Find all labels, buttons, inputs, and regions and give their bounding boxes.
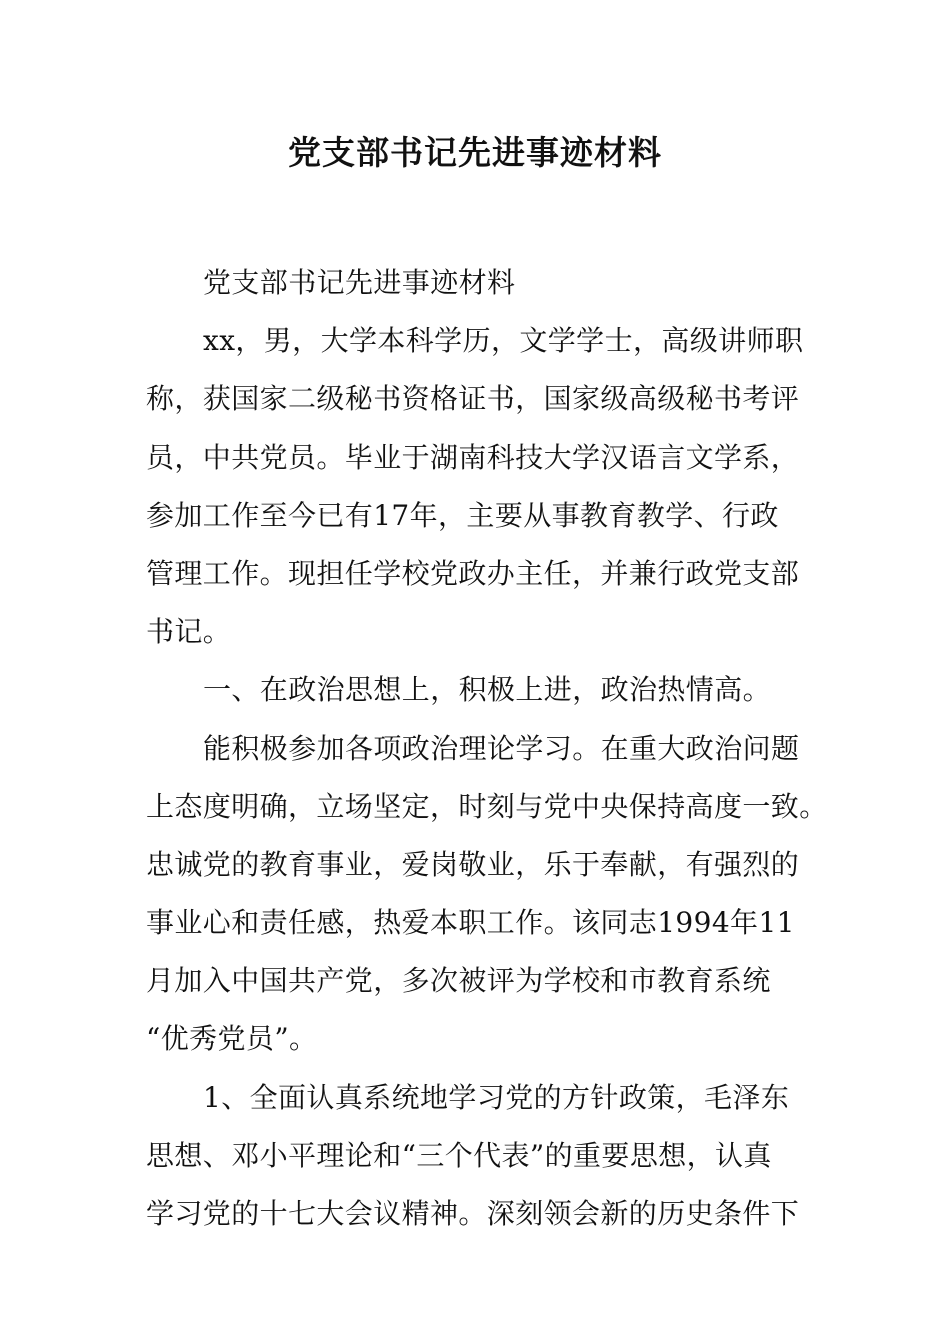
document-title: 党支部书记先进事迹材料 [288, 133, 662, 172]
text-line: 学习党的十七大会议精神。深刻领会新的历史条件下 [146, 1197, 800, 1230]
text-line: 1、全面认真系统地学习党的方针政策，毛泽东 [203, 1080, 790, 1114]
text-line: 事业心和责任感，热爱本职工作。该同志1994年11 [146, 906, 795, 940]
text-line: xx，男，大学本科学历，文学学士，高级讲师职 [203, 324, 804, 358]
text-line: 思想、邓小平理论和“三个代表”的重要思想，认真 [146, 1138, 772, 1172]
text-line: “优秀党员”。 [146, 1022, 318, 1056]
text-line: 党支部书记先进事迹材料 [203, 266, 516, 299]
text-line: 一、在政治思想上，积极上进，政治热情高。 [203, 673, 772, 707]
document-body [146, 254, 836, 1243]
text-line: 员，中共党员。毕业于湖南科技大学汉语言文学系， [146, 440, 800, 474]
text-line: 能积极参加各项政治理论学习。在重大政治问题 [203, 731, 800, 765]
text-line: 参加工作至今已有17年，主要从事教育教学、行政 [146, 498, 779, 532]
text-line: 书记。 [146, 615, 232, 649]
text-line: 称，获国家二级秘书资格证书，国家级高级秘书考评 [146, 382, 800, 416]
text-line: 上态度明确，立场坚定，时刻与党中央保持高度一致。 [146, 789, 828, 823]
text-line: 忠诚党的教育事业，爱岗敬业，乐于奉献，有强烈的 [146, 847, 800, 881]
text-line: 管理工作。现担任学校党政办主任，并兼行政党支部 [146, 556, 800, 590]
text-line: 月加入中国共产党，多次被评为学校和市教育系统 [146, 964, 771, 998]
